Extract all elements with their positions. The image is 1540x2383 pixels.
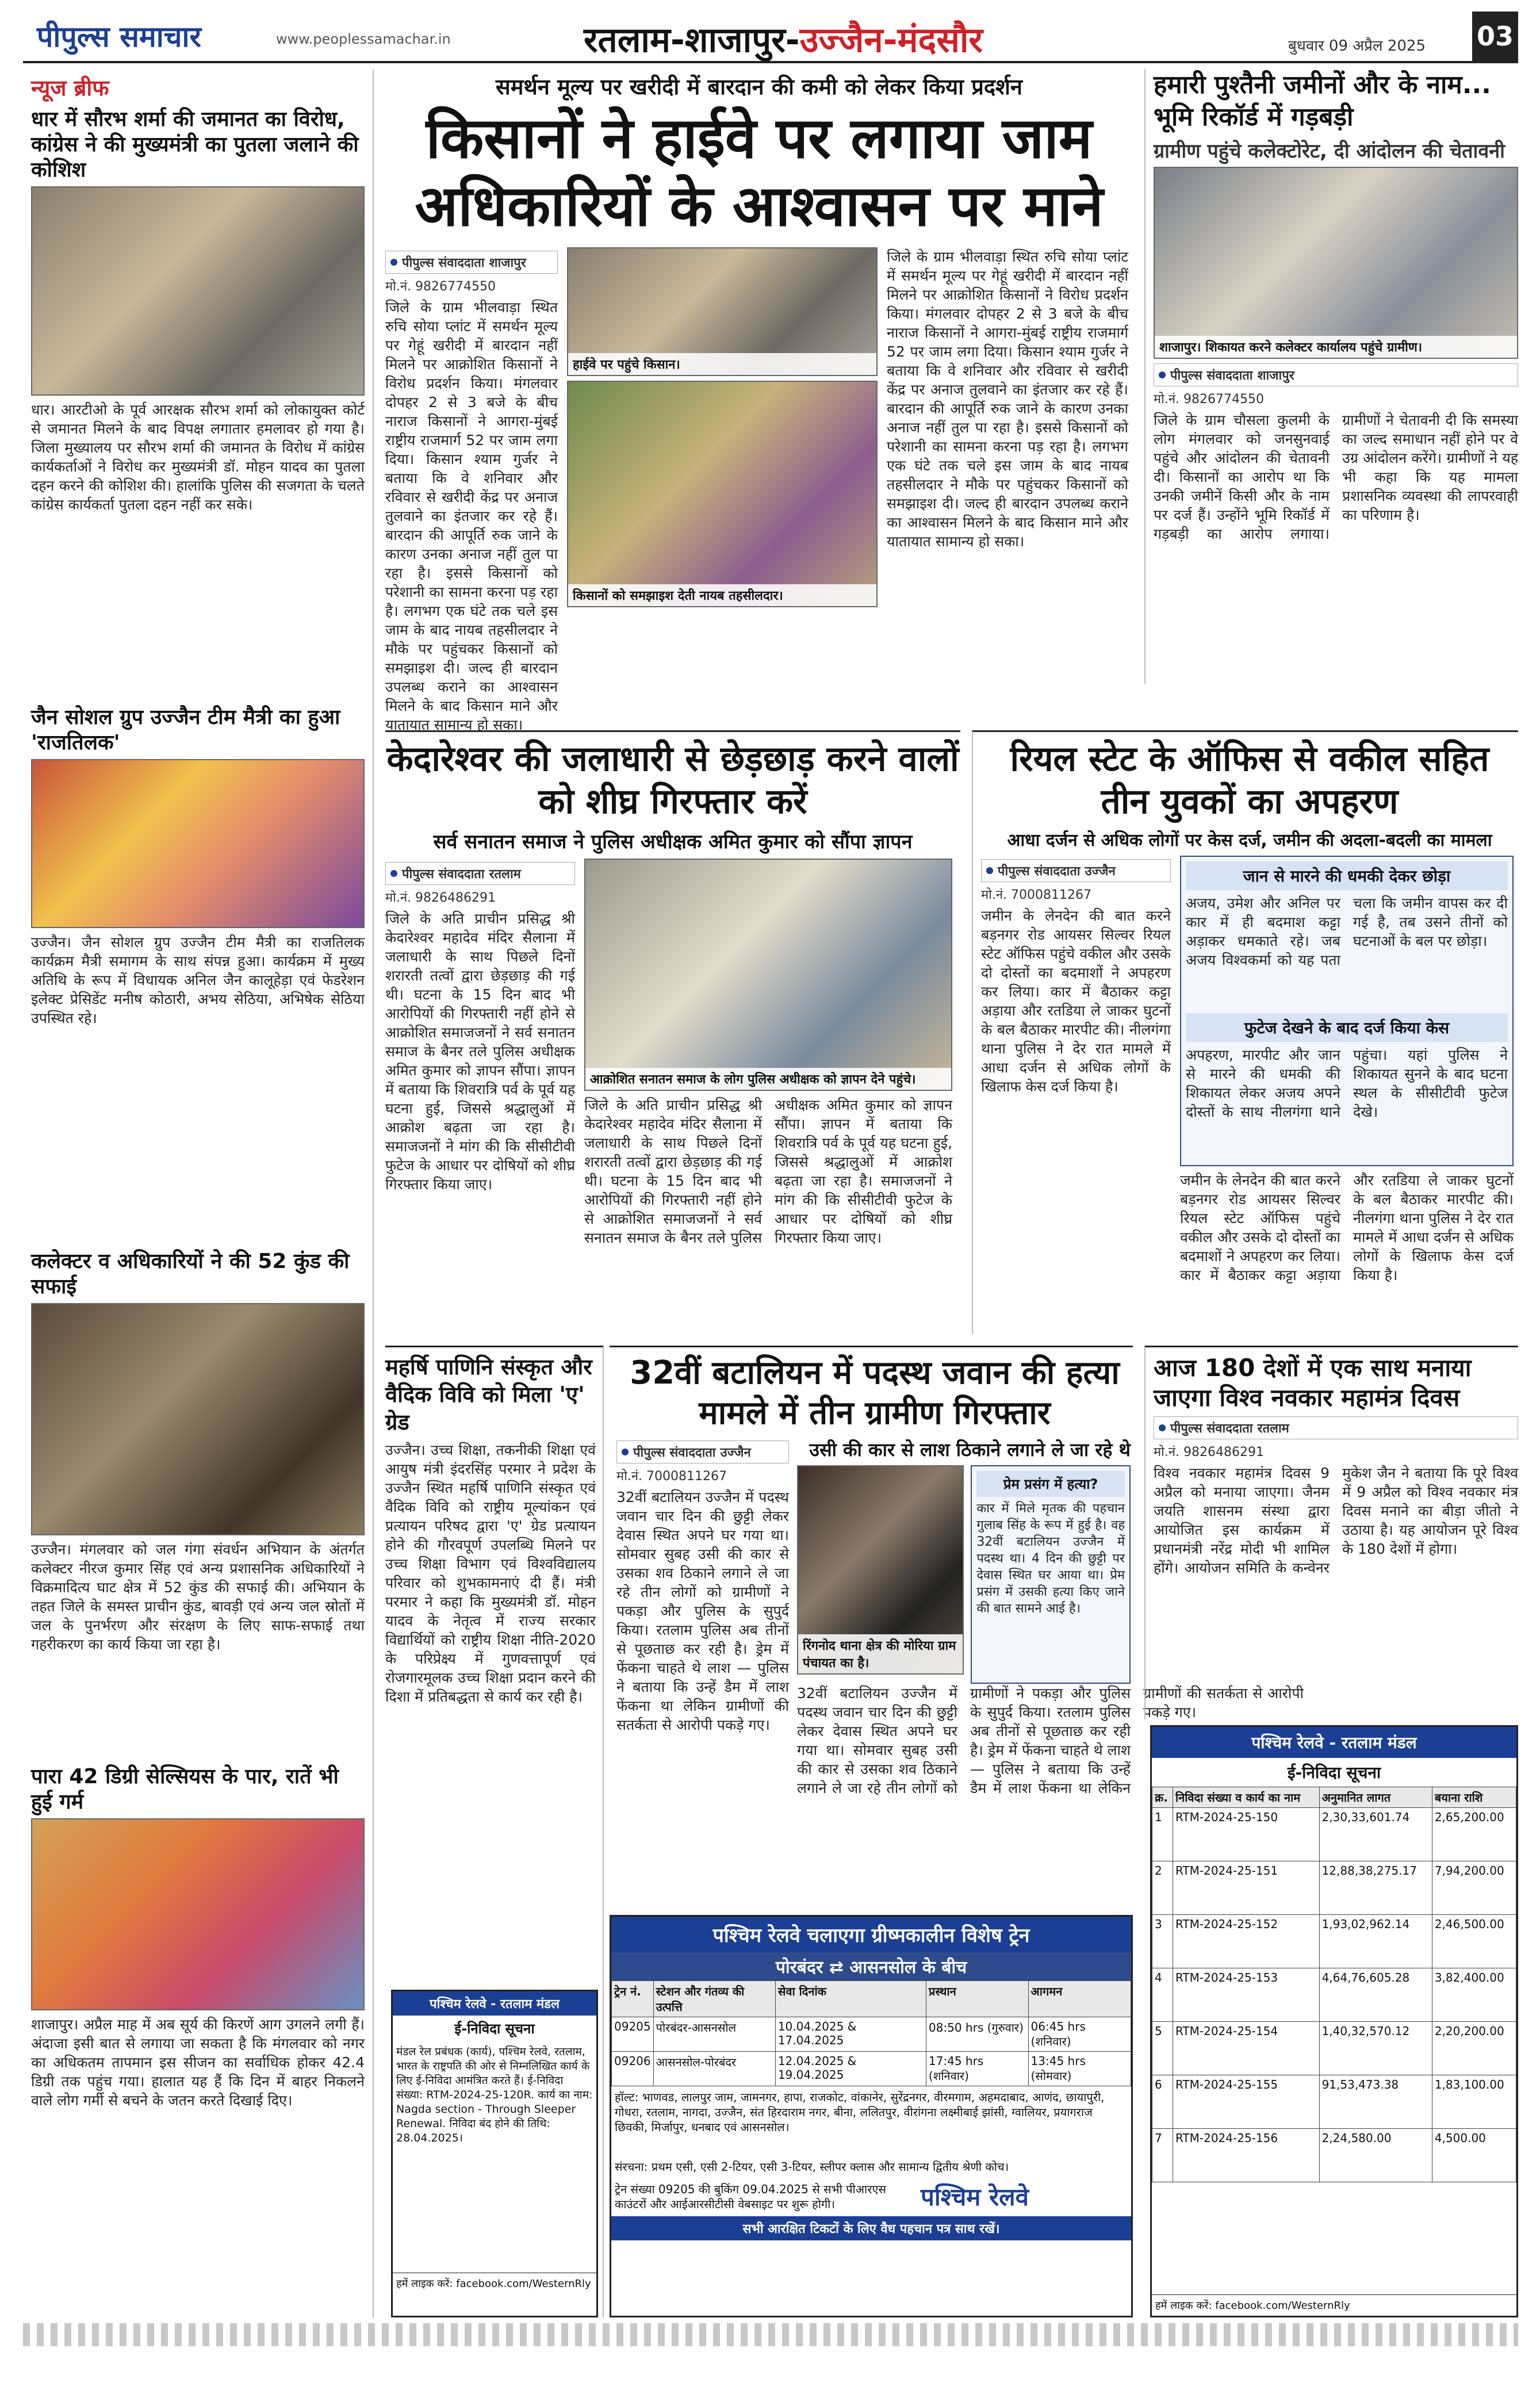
battalion-headline: 32वीं बटालियन में पदस्थ जवान की हत्या मामले में तीन ग्रामीण गिरफ्तार (630, 1354, 1120, 1432)
tender-table (1152, 1787, 1516, 2182)
battalion-body: 32वीं बटालियन उज्जैन में पदस्थ जवान चार दिन की छुट्टी लेकर देवास स्थित अपने घर गया था। सोमवार सुबह उसी की कार से उसका शव ठिकाने लगाने ले जा रहे तीन लोगों को ग्रामीणों ने पकड़ा और पुलिस के सुपुर्द किया। रतलाम पुलिस अब तीनों से पूछताछ कर रही है। ड्रेम में फेंकना चाहते थे लाश — पुलिस ने बताया कि उन्हें डैम में लाश फेंकना था लेकिन ग्रामीणों की सतर्कता से आरोपी पकड़े गए। (616, 1489, 789, 1733)
ad-header: पश्चिम रेलवे - रतलाम मंडल (1152, 1727, 1516, 1758)
byline: पीपुल्स संवाददाता रतलाम (1154, 1416, 1518, 1439)
composition: संरचना: प्रथम एसी, एसी 2-टियर, एसी 3-टियर, स्लीपर क्लास और सामान्य द्वितीय श्रेणी कोच। (615, 2160, 1009, 2174)
byline: पीपुल्स संवाददाता उज्जैन (981, 859, 1171, 882)
ad-title: ई-निविदा सूचना (454, 2021, 535, 2037)
table-cell: 2,46,500.00 (1432, 1915, 1516, 1968)
table-row (1152, 1915, 1516, 1968)
box-body: अपहरण, मारपीट और जान से मारने की धमकी की शिकायत लेकर अजय अपने दोस्तों के साथ नीलगंगा थाने पहुंचा। यहां पुलिस ने शिकायत सुनने के बाद घटना स्थल के सीसीटीवी फुटेज देखे। (1186, 1047, 1508, 1120)
ad-title: पश्चिम रेलवे चलाएगा ग्रीष्मकालीन विशेष ट्रेन (611, 1917, 1131, 1952)
brief-headline: कलेक्टर व अधिकारियों ने की 52 कुंड की सफाई (31, 1250, 350, 1298)
table-cell: आसनसोल-पोरबंदर (653, 2052, 775, 2086)
table-cell: 1,93,02,962.14 (1319, 1915, 1432, 1968)
table-cell: 12.04.2025 & 19.04.2025 (775, 2052, 926, 2086)
kidnap-headline: रियल स्टेट के ऑफिस से वकील सहित तीन युवकों का अपहरण (1010, 739, 1489, 822)
brief-headline: जैन सोशल ग्रुप उज्जैन टीम मैत्री का हुआ 'राजतिलक' (31, 706, 340, 754)
facebook-link[interactable]: हमें लाइक करें: facebook.com/WesternRly (393, 2273, 596, 2294)
reporter-mobile: मो.नं. 7000811267 (616, 1469, 727, 1484)
kedareshwar-headline: केदारेश्वर की जलाधारी से छेड़छाड़ करने वालों को शीघ्र गिरफ्तार करें (386, 739, 959, 822)
table-cell: 2,30,33,601.74 (1319, 1808, 1432, 1861)
table-cell: 2,24,580.00 (1319, 2129, 1432, 2182)
farmers-photo (567, 381, 878, 607)
box-body: कार में मिले मृतक की पहचान गुलाब सिंह के रूप में हुई है। वह 32वीं बटालियन उज्जैन में पदस्थ था। 4 दिन की छुट्टी पर देवास स्थित घर आया था। प्रेम प्रसंग में उसकी हत्या किए जाने की बात सामने आई है। (976, 1501, 1125, 1616)
table-cell: 5 (1152, 2022, 1173, 2075)
land-body: जिले के ग्राम चौसला कुलमी के लोग मंगलवार को जनसुनवाई पहुंचे और आंदोलन की चेतावनी दी। किसानों का आरोप था कि उनकी जमीनें किसी और के नाम पर दर्ज हैं। उन्होंने भूमि रिकॉर्ड में गड़बड़ी का आरोप लगाया। ग्रामीणों ने चेतावनी दी कि समस्या का जल्द समाधान नहीं होने पर वे उग्र आंदोलन करेंगे। ग्रामीणों ने यह भी कहा कि यह मामला प्रशासनिक व्यवस्था की लापरवाही का परिणाम है। (1154, 412, 1518, 542)
train-table (611, 1980, 1131, 2086)
table-cell: 1 (1152, 1808, 1173, 1861)
byline: पीपुल्स संवाददाता उज्जैन (616, 1440, 789, 1463)
brief-body: उज्जैन। मंगलवार को जल गंगा संवर्धन अभियान के अंतर्गत कलेक्टर नीरज कुमार सिंह एवं अन्य प्रशासनिक अधिकारियों ने विक्रमादित्य घाट क्षेत्र में 52 कुंड की सफाई की। अभियान के तहत जिले के समस्त प्राचीन कुंड, बावड़ी एवं अन्य जल स्रोतों में जल के पुनर्भरण और संरक्षण के लिए साफ-सफाई तथा गहरीकरण का कार्य किया जा रहा है। (31, 1541, 365, 1653)
page-number: 03 (1472, 12, 1518, 61)
byline: पीपुल्स संवाददाता शाजापुर (385, 251, 558, 274)
panini-headline: महर्षि पाणिनि संस्कृत और वैदिक विवि को मिला 'ए' ग्रेड (385, 1354, 592, 1435)
masthead (23, 12, 1518, 63)
table-row (612, 2052, 1131, 2086)
table-cell: RTM-2024-25-156 (1173, 2129, 1319, 2182)
heat-photo (31, 1818, 365, 2010)
table-cell: 2,65,200.00 (1432, 1808, 1516, 1861)
prison-bars-photo (797, 1465, 964, 1675)
kedareshwar-body: जिले के अति प्राचीन प्रसिद्ध श्री केदारेश्वर महादेव मंदिर सैलाना में जलाधारी के साथ पिछले दिनों शरारती तत्वों द्वारा छेड़छाड़ की गई थी। घटना के 15 दिन बाद भी आरोपियों की गिरफ्तारी नहीं होने से आक्रोशित समाजजनों ने सर्व सनातन समाज के बैनर तले पुलिस अधीक्षक अमित कुमार को ज्ञापन सौंपा। ज्ञापन में बताया कि शिवरात्रि पर्व के पूर्व यह घटना हुई, जिससे श्रद्धालुओं में आक्रोश बढ़ता जा रहा है। समाजजनों ने मांग की कि सीसीटीवी फुटेज के आधार पर दोषियों को शीघ्र गिरफ्तार किया जाए। (385, 910, 575, 1193)
reporter-mobile: मो.नं. 9826486291 (385, 891, 496, 905)
land-story (1144, 69, 1518, 684)
table-row (1152, 2129, 1516, 2182)
lead-body: जिले के ग्राम भीलवाड़ा स्थित रुचि सोया प्लांट में समर्थन मूल्य पर गेहूं खरीदी में बारदान नहीं मिलने पर आक्रोशित किसानों ने विरोध प्रदर्शन किया। मंगलवार दोपहर 2 से 3 बजे के बीच नाराज किसानों ने आगरा-मुंबई राष्ट्रीय राजमार्ग 52 पर जाम लगा दिया। किसान श्याम गुर्जर ने बताया कि वे शनिवार और रविवार से खरीदी केंद्र पर अनाज तुलवाने का इंतजार कर रहे हैं। बारदान की आपूर्ति रुक जाने के कारण उनका अनाज नहीं तुल पा रहा है। इससे किसानों को परेशानी का सामना करना पड़ रहा है। लगभग एक घंटे तक चले इस जाम के बाद नायब तहसीलदार ने मौके पर पहुंचकर किसानों को समझाइश दी। जल्द ही बारदान उपलब्ध कराने का आश्वासन मिलने के बाद किसान माने और यातायात सामान्य हो सका। (385, 299, 558, 733)
brief-headline: धार में सौरभ शर्मा की जमानत का विरोध, कांग्रेस ने की मुख्यमंत्री का पुतला जलाने की कोशिश (31, 108, 359, 182)
table-cell: पोरबंदर-आसनसोल (653, 2017, 775, 2052)
kedareshwar-story (385, 730, 960, 1334)
table-cell: 1,83,100.00 (1432, 2075, 1516, 2129)
ad-body: मंडल रेल प्रबंधक (कार्य), पश्चिम रेलवे, रतलाम, भारत के राष्ट्रपति की ओर से निम्नलिखित कार्य के लिए ई-निविदा आमंत्रित करते हैं। ई-निविदा संख्या: RTM-2024-25-120R. कार्य का नाम: Nagda section - Through Sleeper Renewal. निविदा बंद होने की तिथि: 28.04.2025। (396, 2045, 593, 2144)
table-cell: 2 (1152, 1861, 1173, 1915)
table-header: क्र. (1152, 1787, 1173, 1808)
table-cell: RTM-2024-25-152 (1173, 1915, 1319, 1968)
land-headline: हमारी पुश्तैनी जमीनों और के नाम... भूमि रिकॉर्ड में गड़बड़ी (1154, 70, 1491, 132)
table-cell: RTM-2024-25-151 (1173, 1861, 1319, 1915)
table-cell: 10.04.2025 & 17.04.2025 (775, 2017, 926, 2052)
table-cell: 4 (1152, 1968, 1173, 2022)
table-cell: 08:50 hrs (गुरुवार) (926, 2017, 1028, 2052)
battalion-subheadline: उसी की कार से लाश ठिकाने लगाने ले जा रहे थे (809, 1439, 1131, 1461)
table-cell: 1,40,32,570.12 (1319, 2022, 1432, 2075)
kedareshwar-body-continued: जिले के अति प्राचीन प्रसिद्ध श्री केदारेश्वर महादेव मंदिर सैलाना में जलाधारी के साथ पिछले दिनों शरारती तत्वों द्वारा छेड़छाड़ की गई थी। घटना के 15 दिन बाद भी आरोपियों की गिरफ्तारी नहीं होने से आक्रोशित समाजजनों ने सर्व सनातन समाज के बैनर तले पुलिस अधीक्षक अमित कुमार को ज्ञापन सौंपा। ज्ञापन में बताया कि शिवरात्रि पर्व के पूर्व यह घटना हुई, जिससे श्रद्धालुओं में आक्रोश बढ़ता जा रहा है। समाजजनों ने मांग की कि सीसीटीवी फुटेज के आधार पर दोषियों को शीघ्र गिरफ्तार किया जाए। (584, 1097, 952, 1246)
ad-title: ई-निविदा सूचना (1287, 1763, 1381, 1782)
table-cell: 7 (1152, 2129, 1173, 2182)
news-brief-column (23, 69, 374, 2317)
railway-brand: पश्चिम रेलवे (921, 2183, 1029, 2211)
table-cell: 17:45 hrs (शनिवार) (926, 2052, 1028, 2086)
bullet-icon (986, 867, 993, 874)
bullet-icon (390, 870, 397, 877)
table-cell: 4,500.00 (1432, 2129, 1516, 2182)
reporter-mobile: मो.नं. 9826486291 (1154, 1445, 1265, 1459)
table-row (612, 2017, 1131, 2052)
table-row (1152, 1861, 1516, 1915)
table-cell: 06:45 hrs (शनिवार) (1028, 2017, 1131, 2052)
photo-caption: आक्रोशित सनातन समाज के लोग पुलिस अधीक्षक को ज्ञापन देने पहुंचे। (585, 1068, 951, 1090)
kidnap-body: जमीन के लेनदेन की बात करने बड़नगर रोड आयसर सिल्वर रियल स्टेट ऑफिस पहुंचे वकील और उसके दो दोस्तों का बदमाशों ने अपहरण कर लिया। कार में बैठाकर कट्टा अड़ाया और रतडिया ले जाकर घुटनों के बल बैठाकर मारपीट की। नीलगंगा थाना पुलिस ने देर रात मामले में आधा दर्जन से अधिक लोगों के खिलाफ केस दर्ज किया है। (981, 907, 1171, 1095)
table-row (1152, 2022, 1516, 2075)
villagers-photo (1154, 167, 1518, 359)
kedareshwar-subheadline: सर्व सनातन समाज ने पुलिस अधीक्षक अमित कुमार को सौंपा ज्ञापन (433, 830, 913, 853)
bullet-icon (622, 1449, 629, 1455)
brief-headline: पारा 42 डिग्री सेल्सियस के पार, रातें भी हुई गर्म (31, 1765, 339, 1814)
edition-title: रतलाम-शाजापुर-उज्जैन-मंदसौर (584, 20, 983, 60)
brief-body: उज्जैन। जैन सोशल ग्रुप उज्जैन टीम मैत्री का राजतिलक कार्यक्रम मैत्री समागम के साथ संपन्न हुआ। कार्यक्रम में मुख्य अतिथि के रूप में विधायक अनिल जैन कालूहेड़ा एवं फेडरेशन इलेक्ट प्रेसिडेंट मनीष कोठारी, अभय सेठिया, अभिषेक सेठिया उपस्थित रहे। (31, 934, 365, 1026)
memorandum-photo (584, 859, 952, 1091)
table-cell: 3 (1152, 1915, 1173, 1968)
table-row (1152, 1808, 1516, 1861)
threat-box (1180, 856, 1514, 1166)
table-header: प्रस्थान (926, 1981, 1028, 2017)
box-title: प्रेम प्रसंग में हत्या? (976, 1471, 1125, 1497)
kidnap-body-continued: जमीन के लेनदेन की बात करने बड़नगर रोड आयसर सिल्वर रियल स्टेट ऑफिस पहुंचे वकील और उसके दो दोस्तों का बदमाशों ने अपहरण कर लिया। कार में बैठाकर कट्टा अड़ाया और रतडिया ले जाकर घुटनों के बल बैठाकर मारपीट की। नीलगंगा थाना पुलिस ने देर रात मामले में आधा दर्जन से अधिक लोगों के खिलाफ केस दर्ज किया है। (1180, 1172, 1514, 1284)
photo-caption: शाजापुर। शिकायत करने कलेक्टर कार्यालय पहुंचे ग्रामीण। (1155, 336, 1517, 358)
byline: पीपुल्स संवाददाता शाजापुर (1154, 363, 1518, 386)
lead-headline: किसानों ने हाईवे पर लगाया जाम अधिकारियों के आश्वासन पर माने (415, 106, 1104, 239)
table-cell: 2,20,200.00 (1432, 2022, 1516, 2075)
ad-subtitle: पोरबंदर ⇄ आसनसोल के बीच (611, 1952, 1131, 1980)
table-header: अनुमानित लागत (1319, 1787, 1432, 1808)
table-header: निविदा संख्या व कार्य का नाम (1173, 1787, 1319, 1808)
box-title: जान से मारने की धमकी देकर छोड़ा (1186, 861, 1508, 890)
bullet-icon (1159, 1424, 1166, 1431)
photo-caption: हाईवे पर पहुंचे किसान। (568, 353, 876, 375)
navkar-headline: आज 180 देशों में एक साथ मनाया जाएगा विश्व नवकार महामंत्र दिवस (1154, 1354, 1472, 1412)
table-cell: 09205 (612, 2017, 654, 2052)
table-header: सेवा दिनांक (775, 1981, 926, 2017)
land-subheadline: ग्रामीण पहुंचे कलेक्टोरेट, दी आंदोलन की चेतावनी (1154, 140, 1505, 163)
table-cell: RTM-2024-25-150 (1173, 1808, 1319, 1861)
website-url[interactable]: www.peoplessamachar.in (276, 31, 451, 47)
lead-body-continued: जिले के ग्राम भीलवाड़ा स्थित रुचि सोया प्लांट में समर्थन मूल्य पर गेहूं खरीदी में बारदान नहीं मिलने पर आक्रोशित किसानों ने विरोध प्रदर्शन किया। मंगलवार दोपहर 2 से 3 बजे के बीच नाराज किसानों ने आगरा-मुंबई राष्ट्रीय राजमार्ग 52 पर जाम लगा दिया। किसान श्याम गुर्जर ने बताया कि वे शनिवार और रविवार से खरीदी केंद्र पर अनाज तुलवाने का इंतजार कर रहे हैं। बारदान की आपूर्ति रुक जाने के कारण उनका अनाज नहीं तुल पा रहा है। इससे किसानों को परेशानी का सामना करना पड़ रहा है। लगभग एक घंटे तक चले इस जाम के बाद नायब तहसीलदार ने मौके पर पहुंचकर किसानों को समझाइश दी। जल्द ही बारदान उपलब्ध कराने का आश्वासन मिलने के बाद किसान माने और यातायात सामान्य हो सका। (887, 248, 1128, 550)
issue-date: बुधवार 09 अप्रैल 2025 (1288, 37, 1426, 55)
cleaning-photo (31, 1303, 365, 1535)
table-cell: 13:45 hrs (सोमवार) (1028, 2052, 1131, 2086)
navkar-story (1144, 1346, 1518, 1719)
registration-strip (23, 2323, 1518, 2346)
table-row (1152, 1968, 1516, 2022)
lead-story (385, 69, 1133, 733)
tender-notice-large (1150, 1725, 1518, 2317)
tender-notice-small (391, 1990, 598, 2317)
table-header: ट्रेन नं. (612, 1981, 654, 2017)
table-cell: 09206 (612, 2052, 654, 2086)
bullet-icon (390, 259, 397, 266)
table-cell: 91,53,473.38 (1319, 2075, 1432, 2129)
photo-caption: रिंगनोद थाना क्षेत्र की मोरिया ग्राम पंचायत का है। (798, 1634, 963, 1673)
news-brief-tag: न्यूज ब्रीफ (31, 75, 109, 101)
battalion-body-continued: 32वीं बटालियन उज्जैन में पदस्थ जवान चार दिन की छुट्टी लेकर देवास स्थित अपने घर गया था। सोमवार सुबह उसी की कार से उसका शव ठिकाने लगाने ले जा रहे तीन लोगों को ग्रामीणों ने पकड़ा और पुलिस के सुपुर्द किया। रतलाम पुलिस अब तीनों से पूछताछ कर रही है। ड्रेम में फेंकना चाहते थे लाश — पुलिस ने बताया कि उन्हें डैम में लाश फेंकना था लेकिन ग्रामीणों की सतर्कता से आरोपी पकड़े गए। (797, 1685, 1304, 1796)
box-body: अजय, उमेश और अनिल पर कार में ही बदमाश कट्टा अड़ाकर धमकाते रहे। जब अजय विश्वकर्मा को यह पता चला कि जमीन वापस कर दी गई है, तब उसने तीनों को घटनाओं के बल पर छोड़ा। (1186, 895, 1508, 968)
table-cell: 12,88,38,275.17 (1319, 1861, 1432, 1915)
group-photo (31, 759, 365, 928)
reporter-mobile: मो.नं. 9826774550 (385, 279, 496, 294)
love-angle-box (971, 1465, 1131, 1684)
ad-footer: सभी आरक्षित टिकटों के लिए वैध पहचान पत्र साथ रखें। (611, 2216, 1131, 2240)
newspaper-logo: पीपुल्स समाचार (37, 20, 201, 53)
reporter-mobile: मो.नं. 9826774550 (1154, 392, 1265, 407)
table-cell: 6 (1152, 2075, 1173, 2129)
table-header: बयाना राशि (1432, 1787, 1516, 1808)
lead-kicker: समर्थन मूल्य पर खरीदी में बारदान की कमी को लेकर किया प्रदर्शन (496, 74, 1022, 99)
booking-info: ट्रेन संख्या 09205 की बुकिंग 09.04.2025 से सभी पीआरएस काउंटरों और आईआरसीटीसी वेबसाइट पर शुरू होगी। (615, 2182, 886, 2211)
halts-list: हॉल्ट: भाणवड, लालपुर जाम, जामनगर, हापा, राजकोट, वांकानेर, सुरेंद्रनगर, वीरमगाम, अहमदाबाद, आणंद, छायापुरी, गोधरा, रतलाम, नागदा, उज्जैन, संत हिरदाराम नगर, बीना, ललितपुर, वीरांगना लक्ष्मीबाई झांसी, ग्वालियर, प्रयागराज छिवकी, मिर्जापुर, धनबाद एवं आसनसोल। (615, 2090, 1105, 2134)
ad-header: पश्चिम रेलवे - रतलाम मंडल (393, 1991, 596, 2016)
table-cell: 3,82,400.00 (1432, 1968, 1516, 2022)
kidnap-subheadline: आधा दर्जन से अधिक लोगों पर केस दर्ज, जमीन की अदला-बदली का मामला (1007, 830, 1492, 850)
table-header: स्टेशन और गंतव्य की उत्पत्ति (653, 1981, 775, 2017)
kidnap-story (972, 730, 1518, 1334)
panini-body: उज्जैन। उच्च शिक्षा, तकनीकी शिक्षा एवं आयुष मंत्री इंदरसिंह परमार ने प्रदेश के उज्जैन स्थित महर्षि पाणिनि संस्कृत एवं वैदिक विवि को राष्ट्रीय मूल्यांकन एवं प्रत्यायन परिषद द्वारा 'ए' ग्रेड प्रत्यायन होने की गौरवपूर्ण उपलब्धि मिलने पर उच्च शिक्षा विभाग एवं विश्वविद्यालय परिवार को शुभकामनाएं दी हैं। मंत्री परमार ने कहा कि मुख्यमंत्री डॉ. मोहन यादव के नेतृत्व में राज्य सरकार विद्यार्थियों को राष्ट्रीय शिक्षा नीति-2020 के परिप्रेक्ष्य में गुणवत्तापूर्ण एवं रोजगारमूलक उच्च शिक्षा प्रदान करने की दिशा में प्रतिबद्धता से कार्य कर रही है। (385, 1442, 596, 1705)
box-title: फुटेज देखने के बाद दर्ज किया केस (1186, 1013, 1508, 1042)
table-header: आगमन (1028, 1981, 1131, 2017)
table-cell: RTM-2024-25-155 (1173, 2075, 1319, 2129)
brief-body: धार। आरटीओ के पूर्व आरक्षक सौरभ शर्मा को लोकायुक्त कोर्ट से जमानत मिलने के बाद विपक्ष लगातार हमलावर हो गया है। जिला मुख्यालय पर सौरभ शर्मा की जमानत के विरोध में कांग्रेस कार्यकर्ताओं ने विरोध कर मुख्यमंत्री डॉ. मोहन यादव का पुतला दहन करने की कोशिश की। हालांकि पुलिस की सजगता के चलते कांग्रेस कार्यकर्ता पुतला दहन नहीं कर सके। (31, 401, 365, 513)
brief-body: शाजापुर। अप्रैल माह में अब सूर्य की किरणें आग उगलने लगी हैं। अंदाजा इसी बात से लगाया जा सकता है कि मंगलवार को नगर का अधिकतम तापमान इस सीजन का सर्वाधिक होकर 42.4 डिग्री तक पहुंच गया। हालात यह हैं कि दिन में बाहर निकलने वाले लोग गर्मी से बचने के जतन करते दिखाई दिए। (31, 2016, 365, 2109)
bullet-icon (1159, 371, 1166, 378)
highway-photo (567, 247, 878, 376)
photo-caption: किसानों को समझाइश देती नायब तहसीलदार। (568, 584, 876, 606)
table-row (1152, 2075, 1516, 2129)
table-cell: RTM-2024-25-154 (1173, 2022, 1319, 2075)
train-ad (610, 1915, 1133, 2317)
protest-photo (31, 186, 365, 396)
table-cell: 4,64,76,605.28 (1319, 1968, 1432, 2022)
table-cell: 7,94,200.00 (1432, 1861, 1516, 1915)
reporter-mobile: मो.नं. 7000811267 (981, 888, 1092, 902)
facebook-link[interactable]: हमें लाइक करें: facebook.com/WesternRly (1152, 2294, 1516, 2316)
byline: पीपुल्स संवाददाता रतलाम (385, 862, 575, 885)
table-cell: RTM-2024-25-153 (1173, 1968, 1319, 2022)
navkar-body: विश्व नवकार महामंत्र दिवस 9 अप्रैल को मनाया जाएगा। जैनम जयति शासनम संस्था द्वारा आयोजित इस कार्यक्रम में प्रधानमंत्री नरेंद्र मोदी भी शामिल होंगे। आयोजन समिति के कन्वेनर मुकेश जैन ने बताया कि पूरे विश्व में 9 अप्रैल को विश्व नवकार मंत्र दिवस मनाने का बीड़ा जीतो ने उठाया है। यह आयोजन पूरे विश्व के 180 देशों में होगा। (1154, 1465, 1518, 1576)
